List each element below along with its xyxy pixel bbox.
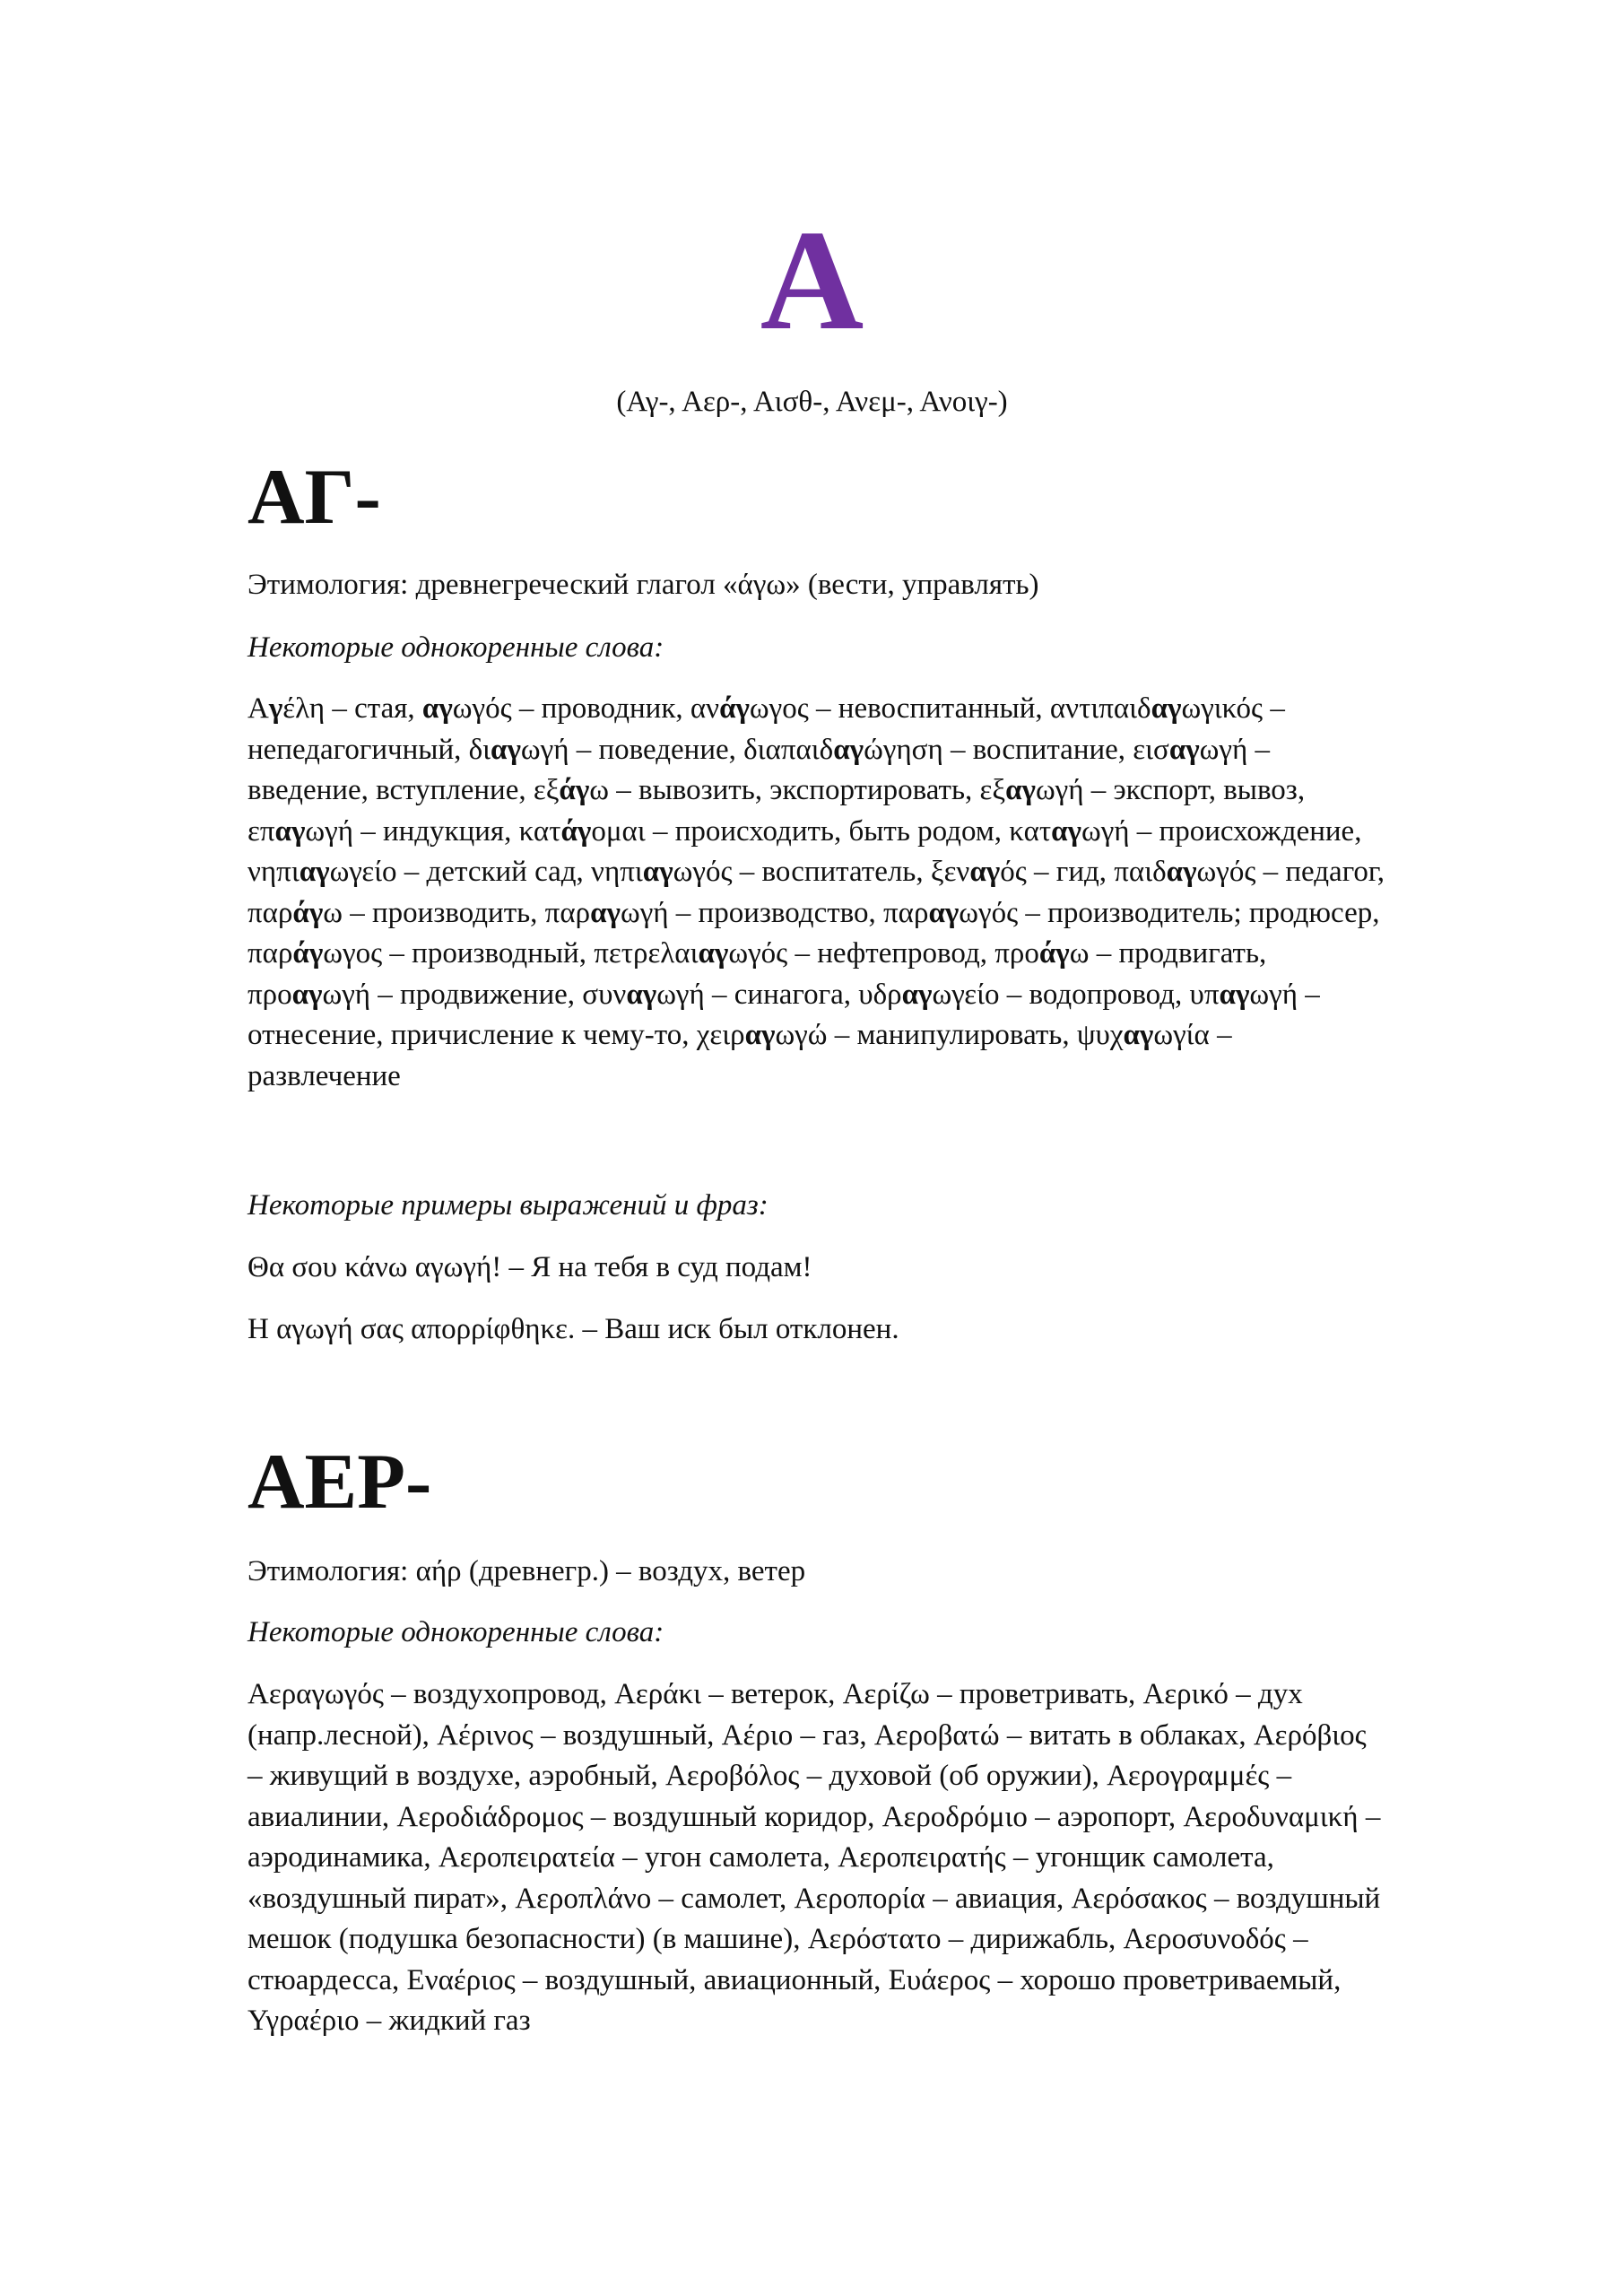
root-fragment: αγ [1168, 733, 1200, 766]
word-text: ωγία – развлечение [248, 1019, 1232, 1092]
word-text: ωγός – воспитатель, ξεν [673, 856, 970, 888]
word-text: ώγηση – воспитание, εισ [864, 733, 1169, 766]
root-fragment: άγ [719, 692, 750, 725]
root-fragment: άγ [559, 774, 590, 806]
root-fragment: αγ [1151, 692, 1182, 725]
root-fragment: αγ [626, 978, 657, 1011]
word-text: ωγώ – манипулировать, ψυχ [775, 1019, 1124, 1051]
root-fragment: αγ [1051, 814, 1081, 848]
word-text: έλη – стая, [282, 692, 422, 725]
word-text: ωγή – индукция, κατ [305, 814, 561, 848]
word-text: ω – продвигать, προ [248, 937, 1267, 1011]
word-text: ω – вывозить, экспортировать, εξ [589, 774, 1006, 806]
related-words-aer: Αεραγωγός – воздухопровод, Αεράκι – ветерок, Αερίζω – проветривать, Αερικό – дух (напр.лесной), Αέρινος – воздушный, Αέριο – газ, Αεροβατώ – витать в облаках, Αερόβιος – живущий в воздухе, аэробный, Αεροβόλος – духовой (об оружии), Αερογραμμές – авиалинии, Αεροδιάδρομος – воздушный коридор, Αεροδρόμιο – аэропорт, Αεροδυναμική – аэродинамика, Αεροπειρατεία – угон самолета, Αεροπειρατής – угонщик самолета, «воздушный пират», Αεροπλάνο – самолет, Αεροπορία – авиация, Αερόσακος – воздушный мешок (подушка безопасности) (в машине), Αερόστατο – дирижабль, Αεροσυνοδός – стюардесса, Εναέριος – воздушный, авиационный, Ευάερος – хорошо проветриваемый, Υγραέριο – жидкий газ [248, 1678, 1381, 2037]
root-fragment: αγ [1166, 856, 1197, 888]
root-fragment: αγ [291, 978, 323, 1011]
word-text: ωγή – отнесение, причисление к чему-то, χειρ [248, 978, 1320, 1051]
root-fragment: αγ [1005, 774, 1036, 806]
section-heading-ag: ΑΓ- [248, 454, 381, 541]
root-fragment: αγ [901, 978, 933, 1011]
root-fragment: αγ [642, 856, 673, 888]
chapter-roots-list: (Αγ-, Αερ-, Αισθ-, Ανεμ-, Ανοιγ-) [616, 386, 1008, 418]
root-fragment: γ [268, 692, 283, 725]
word-text: ωγή – продвижение, συν [322, 978, 627, 1011]
word-text: ωγός – проводник, αν [452, 692, 720, 725]
word-text: ωγικός – непедагогичный, δι [248, 692, 1285, 766]
related-words-label-ag: Некоторые однокоренные слова: [248, 631, 664, 664]
etymology-ag: Этимология: древнегреческий глагол «άγω» (вести, управлять) [248, 569, 1039, 601]
related-words-label-aer: Некоторые однокоренные слова: [248, 1616, 664, 1648]
root-fragment: αγ [698, 937, 729, 970]
word-text: ωγή – экспорт, вывоз, επ [248, 774, 1306, 848]
root-fragment: αγ [1219, 978, 1250, 1011]
root-fragment: αγ [274, 814, 306, 848]
root-fragment: αγ [491, 733, 521, 766]
chapter-letter: Α [760, 200, 864, 360]
word-text: ωγή – происхождение, νηπι [248, 814, 1362, 888]
word-text: ωγός – производитель; продюсер, παρ [248, 896, 1380, 970]
word-text: Α [248, 692, 269, 725]
root-fragment: άγ [560, 814, 592, 848]
root-fragment: άγ [1038, 937, 1070, 970]
section-heading-aer: ΑΕΡ- [248, 1439, 432, 1526]
word-text: ωγείο – детский сад, νηπι [329, 856, 643, 888]
root-fragment: αγ [1123, 1019, 1154, 1051]
etymology-aer: Этимология: αήρ (древнегр.) – воздух, ветер [248, 1555, 806, 1587]
word-text: ωγός – педагог, παρ [248, 856, 1385, 929]
word-text: ομαι – происходить, быть родом, κατ [591, 814, 1052, 848]
root-fragment: άγ [292, 937, 324, 970]
example-phrase-1: Θα σου κάνω αγωγή! – Я на тебя в суд подам! [248, 1251, 812, 1283]
root-fragment: αγ [299, 856, 330, 888]
word-text: ω – производить, παρ [323, 896, 591, 929]
word-text: ωγή – введение, вступление, εξ [248, 733, 1270, 806]
root-fragment: αγ [928, 896, 960, 929]
example-phrase-2: Η αγωγή σας απορρίφθηκε. – Ваш иск был отклонен. [248, 1313, 899, 1345]
root-fragment: αγ [421, 692, 453, 725]
root-fragment: αγ [590, 896, 621, 929]
root-fragment: άγ [292, 896, 324, 929]
root-fragment: αγ [833, 733, 864, 766]
word-text: ωγός – нефтепровод, προ [728, 937, 1039, 970]
word-text: ωγος – производный, πετρελαι [323, 937, 699, 970]
word-text: ωγος – невоспитанный, αντιπαιδ [749, 692, 1151, 725]
root-fragment: αγ [969, 856, 1001, 888]
word-text: ωγή – поведение, διαπαιδ [520, 733, 834, 766]
word-text: ωγή – производство, παρ [620, 896, 929, 929]
related-words-ag [248, 689, 1386, 1097]
root-fragment: αγ [744, 1019, 776, 1051]
examples-label-ag: Некоторые примеры выражений и фраз: [248, 1189, 769, 1222]
word-text: ωγείο – водопровод, υπ [932, 978, 1220, 1011]
word-text: ός – гид, παιδ [1000, 856, 1167, 888]
word-text: ωγή – синагога, υδρ [656, 978, 902, 1011]
